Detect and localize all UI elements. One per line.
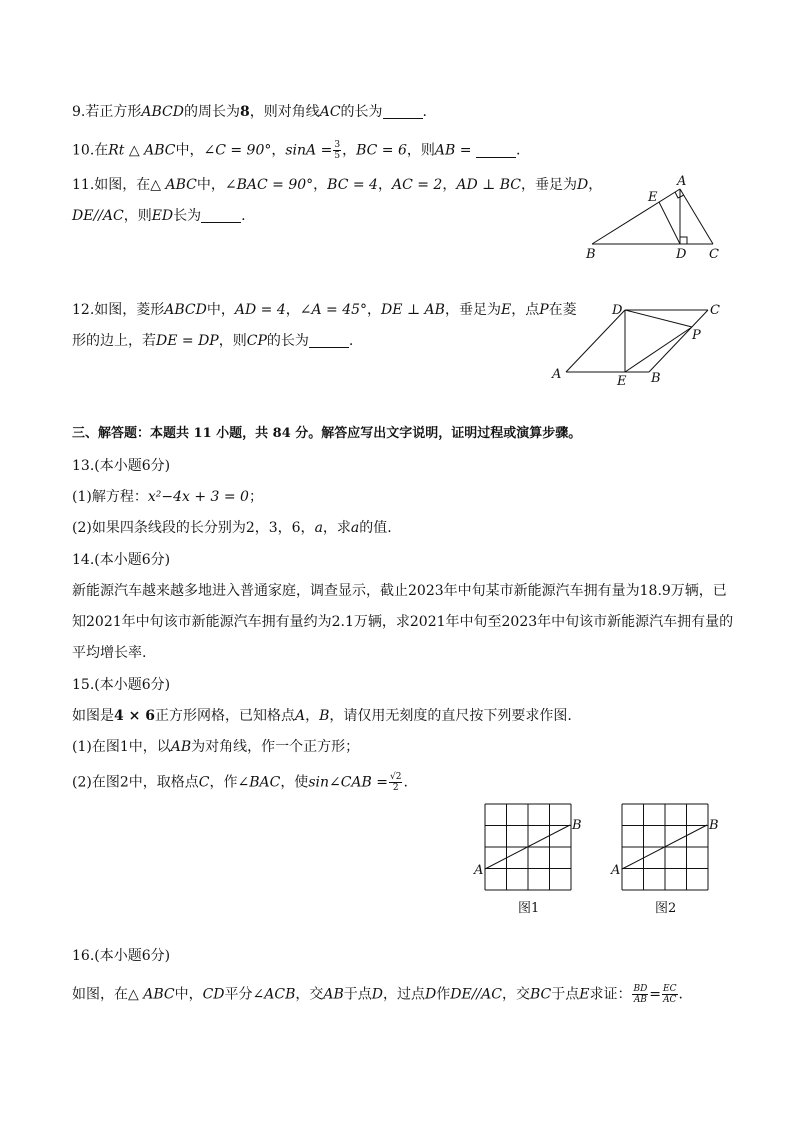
fraction-numerator: EC	[663, 984, 677, 994]
q13-text: (2)如果四条线段的长分别为2，3，6，	[72, 520, 315, 536]
q9-text: ，则对角线	[249, 104, 320, 120]
q15-grid-figure-2	[607, 798, 737, 920]
q12-math: DE ⊥ AB	[381, 302, 445, 318]
q9-text: 的长为	[340, 104, 383, 120]
label-A: A	[677, 174, 687, 189]
q10-math-triangle: Rt △ ABC	[108, 142, 176, 159]
label-B: B	[709, 818, 719, 833]
q11-text: 长为	[173, 208, 202, 224]
q16-math: D	[425, 986, 437, 1003]
q15-part-2	[72, 772, 408, 793]
q9-math-abcd: ABCD	[141, 104, 184, 120]
q11-math: BC = 4	[327, 177, 378, 193]
q15-line-1	[72, 706, 572, 726]
q12-math: P	[539, 302, 549, 318]
q12-text: ，	[367, 302, 382, 318]
fraction-denominator: 5	[334, 151, 341, 161]
q11-triangle-figure	[580, 172, 730, 264]
q16-fraction-ec-ac	[662, 984, 677, 1005]
q10-math-angle: ∠C = 90°	[203, 142, 272, 159]
answer-blank[interactable]	[476, 143, 516, 158]
q11-math: ED	[151, 208, 174, 224]
q15-grid-figure-1	[470, 798, 600, 920]
q13-text: (1)解方程：	[72, 489, 148, 505]
label-B: B	[572, 818, 582, 833]
q9-text: .	[422, 104, 427, 120]
q12-math: DE = DP	[156, 333, 219, 349]
q10-text: ，	[271, 142, 286, 159]
q15-text: 为对角线，作一个正方形；	[191, 739, 360, 755]
q16-heading: 16.(本小题6分)	[72, 948, 171, 964]
q16-math: E	[579, 986, 590, 1003]
q14-heading: 14.(本小题6分)	[72, 552, 171, 568]
q13-text: 的值.	[359, 520, 392, 536]
q13-part-2	[72, 518, 392, 538]
label-D: D	[676, 247, 687, 262]
q13-text: ；	[248, 489, 263, 505]
q9-math-ac: AC	[319, 104, 341, 120]
q14-line-1: 新能源汽车越来越多地进入普通家庭，调查显示，截止2023年中旬某市新能源汽车拥有量为18.9万辆，已	[72, 583, 727, 599]
q13-math: a	[350, 520, 360, 536]
q16-math: DE//AC	[450, 986, 502, 1003]
q11-text: ，	[588, 177, 603, 193]
q16-math: BC	[529, 986, 552, 1003]
fraction-numerator: 3	[334, 140, 341, 150]
q10-math-bc: BC = 6	[356, 142, 407, 159]
q11-text: ，垂足为	[521, 177, 578, 193]
q11-math: AD ⊥ BC	[456, 177, 522, 193]
q16-text: =	[649, 986, 662, 1003]
q12-text: 的长为	[266, 333, 309, 349]
q16-math: D	[371, 986, 384, 1003]
q11-math: D	[577, 177, 589, 193]
label-A: A	[474, 863, 484, 878]
q9-value: 8	[239, 104, 250, 120]
section-heading: 三、解答题：本题共 11 小题，共 84 分。解答应写出文字说明，证明过程或演算步骤。	[72, 426, 582, 441]
q16-text: 求证：	[589, 986, 632, 1003]
q16-math: ∠ACB	[252, 986, 296, 1003]
answer-blank[interactable]	[309, 333, 349, 348]
q16-math: CD	[202, 986, 225, 1003]
q15-text: .	[403, 774, 408, 791]
q15-math: A	[294, 708, 306, 724]
q12-math: CP	[246, 333, 267, 349]
label-A: A	[552, 367, 562, 382]
q11-text: .	[241, 208, 246, 224]
fraction-denominator: AC	[663, 995, 677, 1005]
q16-text: ，交	[295, 986, 324, 1003]
q15-text: ，	[305, 708, 320, 724]
q12-math: ∠A = 45°	[299, 302, 368, 318]
q12-text: 中，	[206, 302, 235, 318]
q13-text: ，求	[322, 520, 351, 536]
q11-math: DE//AC	[72, 208, 124, 224]
figure-caption: 图1	[518, 901, 540, 916]
label-E: E	[617, 374, 627, 389]
question-11-line-1	[72, 175, 602, 195]
q16-text: ，交	[501, 986, 530, 1003]
q12-math: AD = 4	[234, 302, 286, 318]
fraction-numerator: √2	[390, 772, 402, 782]
q15-text: 如图是	[72, 708, 114, 724]
q13-math: a	[314, 520, 323, 536]
q11-text: ，	[313, 177, 328, 193]
label-B: B	[651, 371, 661, 386]
q16-text: .	[678, 986, 683, 1003]
question-12-line-1	[72, 300, 577, 320]
q11-text: ，	[442, 177, 457, 193]
question-9	[72, 102, 427, 122]
q12-text: ，	[285, 302, 300, 318]
q13-part-1	[72, 487, 263, 507]
q11-math: ∠BAC = 90°	[224, 177, 314, 193]
q13-heading: 13.(本小题6分)	[72, 458, 171, 474]
label-B: B	[586, 247, 596, 262]
q15-text: (1)在图1中，以	[72, 739, 171, 755]
q11-math: AC = 2	[391, 177, 443, 193]
figure-caption: 图2	[655, 901, 677, 916]
fraction-denominator: 2	[392, 783, 399, 793]
q11-text: ，则	[123, 208, 152, 224]
q16-text: 中，	[174, 986, 203, 1003]
q15-text: (2)在图2中，取格点	[72, 774, 199, 791]
q11-text: 11.如图，在	[72, 177, 151, 193]
q14-line-3: 平均增长率.	[72, 645, 147, 661]
label-E: E	[648, 190, 658, 205]
q9-text: 的周长为	[183, 104, 240, 120]
q10-fraction	[333, 140, 341, 161]
fraction-denominator: AB	[633, 995, 647, 1005]
label-D: D	[612, 303, 623, 318]
q13-equation: x²−4x + 3 = 0	[147, 489, 249, 505]
q15-text: ，使	[280, 774, 309, 791]
q12-text: 在菱	[548, 302, 577, 318]
q15-text: ，请仅用无刻度的直尺按下列要求作图.	[329, 708, 572, 724]
q10-text: ，	[342, 142, 357, 159]
q10-text: ，则	[406, 142, 435, 159]
q10-text: .	[515, 142, 521, 159]
q16-line-1	[72, 984, 683, 1005]
answer-blank[interactable]	[201, 208, 241, 223]
q16-fraction-bd-ab	[632, 984, 648, 1005]
q16-text: ，过点	[383, 986, 426, 1003]
q16-math: △ ABC	[128, 986, 175, 1003]
question-10	[72, 140, 520, 161]
label-C: C	[710, 303, 720, 318]
q12-text: ，点	[511, 302, 540, 318]
answer-blank[interactable]	[383, 104, 423, 119]
q11-math: △ ABC	[150, 177, 197, 193]
q16-text: 作	[436, 986, 451, 1003]
q15-math: AB	[170, 739, 192, 755]
label-A: A	[611, 863, 621, 878]
q16-text: 平分	[224, 986, 253, 1003]
q16-text: 如图，在	[72, 986, 128, 1003]
q16-math: AB	[323, 986, 344, 1003]
q10-math-ab: AB =	[434, 142, 472, 159]
q11-text: 中，	[196, 177, 225, 193]
q15-math: ∠BAC	[237, 774, 281, 791]
q15-math: 4 × 6	[114, 708, 155, 724]
q12-text: ，垂足为	[444, 302, 501, 318]
q15-part-1	[72, 737, 359, 757]
q15-math: sin∠CAB =	[308, 774, 389, 791]
q12-text: ，则	[218, 333, 247, 349]
q10-text: 10.在	[72, 142, 109, 159]
label-C: C	[709, 247, 719, 262]
q12-text: .	[348, 333, 354, 349]
q16-text: 于点	[343, 986, 372, 1003]
q12-math: E	[500, 302, 512, 318]
q12-text: 12.如图，菱形	[72, 302, 165, 318]
q15-fraction	[389, 772, 402, 793]
q12-text: 形的边上，若	[72, 333, 156, 349]
q15-heading: 15.(本小题6分)	[72, 677, 171, 693]
q12-rhombus-figure	[548, 296, 728, 390]
q15-text: ，作	[209, 774, 238, 791]
q16-text: 于点	[551, 986, 580, 1003]
label-P: P	[692, 328, 701, 343]
question-12-line-2	[72, 331, 353, 351]
q12-math: ABCD	[164, 302, 207, 318]
q10-text: 中，	[175, 142, 204, 159]
q15-text: 正方形网格，已知格点	[154, 708, 295, 724]
q15-math: B	[319, 708, 330, 724]
q11-text: ，	[377, 177, 392, 193]
q14-line-2: 知2021年中旬该市新能源汽车拥有量约为2.1万辆，求2021年中旬至2023年中旬该市新能源汽车拥有量的	[72, 614, 734, 630]
q10-math-sin: sinA =	[285, 142, 333, 159]
q15-math: C	[198, 774, 210, 791]
fraction-numerator: BD	[633, 984, 648, 994]
question-11-line-2	[72, 206, 246, 226]
q9-text: 9.若正方形	[72, 104, 142, 120]
